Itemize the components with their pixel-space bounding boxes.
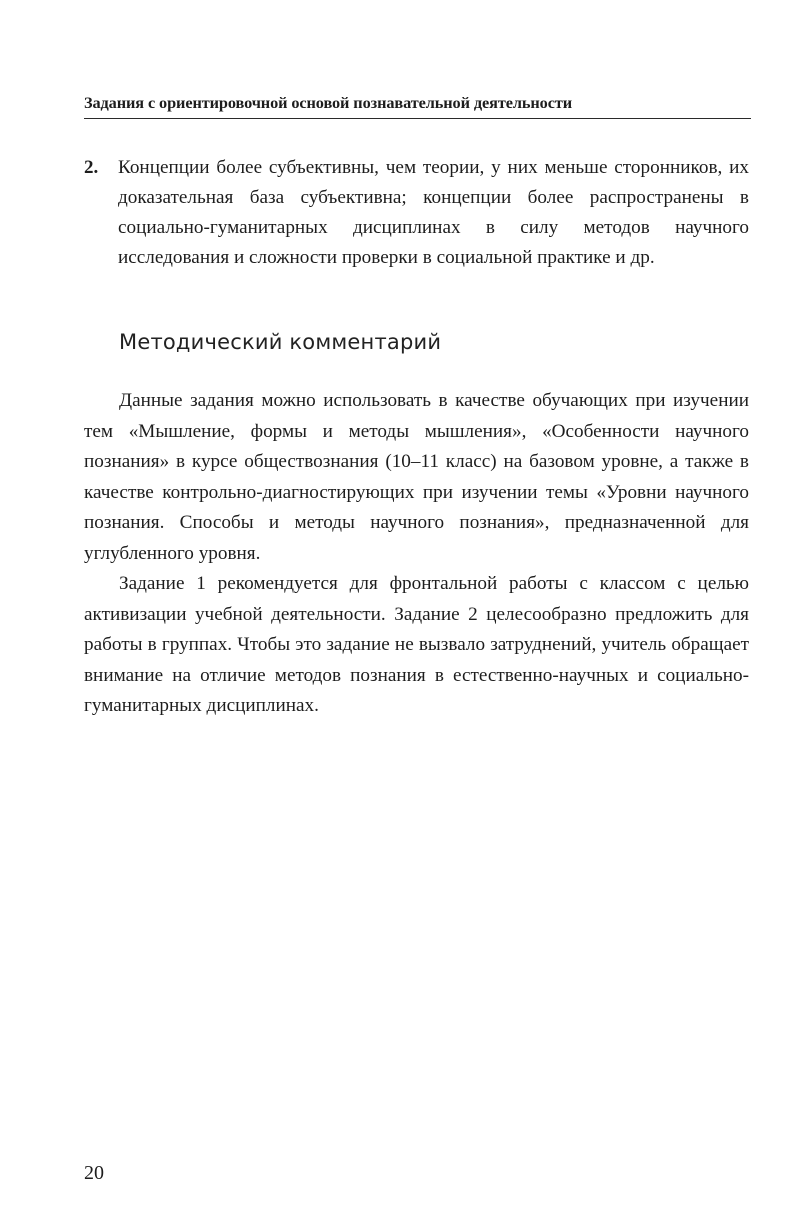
paragraph-2: Задание 1 рекомендуется для фронтальной работы с классом с целью активизации учебной деятельности. Задание 2 целесообразно предложить для работы в группах. Чтобы это задание не вызвало затруднений, учитель обращает внимание на отличие методов познания в естественно-научных и социально-гуманитарных дисциплинах. <box>84 573 749 716</box>
list-item-text: Концепции более субъективны, чем теории, у них меньше сторонников, их доказательная база субъективна; концепции более распространены в социально-гуманитарных дисциплинах в силу методов научного исследования и сложности проверки в социальной практике и др. <box>118 157 749 268</box>
paragraph-1: Данные задания можно использовать в качестве обучающих при изучении тем «Мышление, формы и методы мышления», «Особенности научного познания» в курсе обществознания (10–11 класс) на базовом уровне, а также в качестве контрольно-диагностирующих при изучении темы «Уровни научного познания. Способы и методы научного познания», предназначенной для углубленного уровня. <box>84 390 749 564</box>
header-rule <box>84 118 751 119</box>
body-text <box>84 386 749 722</box>
list-item-number: 2. <box>84 157 99 178</box>
running-header: Задания с ориентировочной основой познавательной деятельности <box>84 93 573 112</box>
page-number: 20 <box>84 1162 104 1184</box>
list-item <box>84 153 749 273</box>
section-title: Методический комментарий <box>119 330 442 354</box>
